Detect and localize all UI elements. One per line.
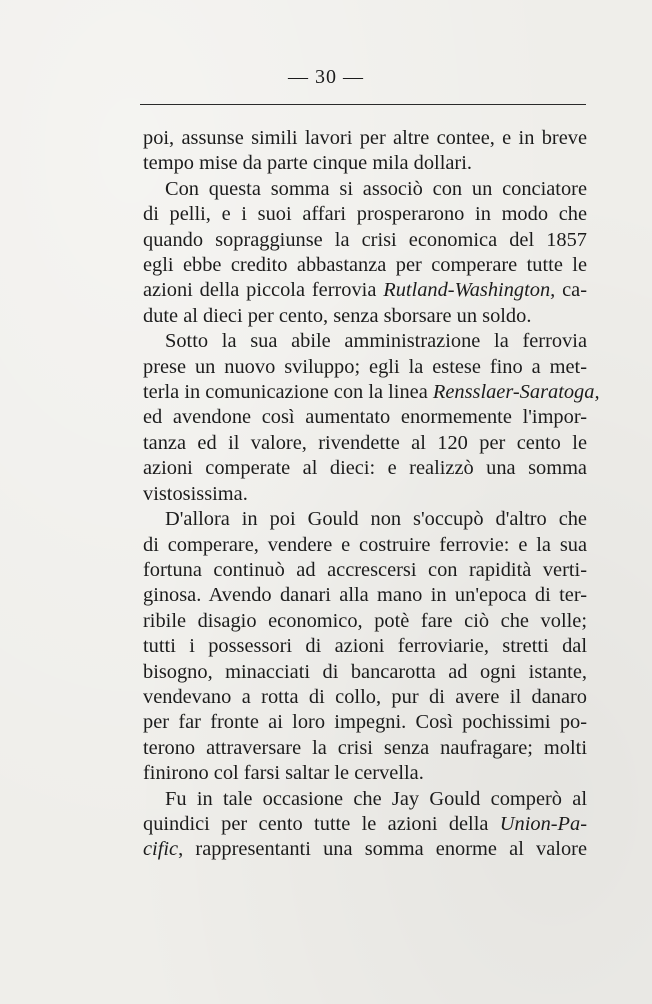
text-line: Sotto la sua abile amministrazione la ferrovia	[165, 330, 587, 353]
text-line: egli ebbe credito abbastanza per comperare tutte le	[143, 254, 587, 277]
text-line: di comperare, vendere e costruire ferrovie: e la sua	[143, 533, 587, 556]
text-line-with-italic	[143, 380, 600, 405]
paragraph-3	[143, 329, 600, 507]
page-number: — 30 —	[288, 66, 364, 88]
text-line-with-italic	[143, 812, 587, 837]
text-line: D'allora in poi Gould non s'occupò d'altro che	[165, 508, 587, 531]
text-line: fortuna continuò ad accrescersi con rapidità verti-	[143, 558, 587, 581]
text-line: terono attraversare la crisi senza naufragare; molti	[143, 736, 587, 759]
text-line: di pelli, e i suoi affari prosperarono in modo che	[143, 203, 587, 226]
paragraph-5	[143, 787, 587, 863]
paragraph-4	[143, 507, 587, 786]
text-line: ginosa. Avendo danari alla mano in un'epoca di ter-	[143, 584, 587, 607]
text-line: per far fronte ai loro impegni. Così pochissimi po-	[143, 711, 587, 734]
text-line: azioni comperate al dieci: e realizzò una somma	[143, 457, 587, 480]
text-line: poi, assunse simili lavori per altre contee, e in breve	[143, 127, 587, 149]
body-text	[143, 126, 600, 863]
text-line: Con questa somma si associò con un conciatore	[165, 177, 587, 200]
paragraph-2	[143, 177, 587, 329]
italic-railway-name: Rensslaer-Saratoga,	[432, 381, 600, 404]
text-line-with-italic	[143, 837, 587, 862]
text-line: quando sopraggiunse la crisi economica del 1857	[143, 228, 587, 251]
text-line: tempo mise da parte cinque mila dollari.	[143, 152, 472, 175]
paragraph-1	[143, 126, 587, 177]
text-line: bisogno, minacciati di bancarotta ad ogni istante,	[143, 660, 587, 683]
italic-railway-name: Union-Pa-	[499, 812, 587, 835]
header-rule	[140, 104, 586, 105]
text-line: Fu in tale occasione che Jay Gould comperò al	[165, 787, 587, 810]
text-line: prese un nuovo sviluppo; egli la estese fino a met-	[143, 355, 587, 378]
text-segment: quindici per cento tutte le azioni della	[143, 812, 500, 835]
text-segment: azioni della piccola ferrovia	[143, 279, 384, 302]
text-segment: ca-	[555, 279, 587, 302]
text-line: vistosissima.	[143, 482, 248, 505]
text-segment: terla in comunicazione con la linea	[143, 381, 433, 404]
italic-railway-name: Rutland-Washington,	[383, 279, 556, 302]
italic-railway-name: cific	[143, 838, 179, 861]
text-line: dute al dieci per cento, senza sborsare un soldo.	[143, 304, 532, 327]
text-line: ribile disagio economico, potè fare ciò che volle;	[143, 609, 587, 632]
text-line-with-italic	[143, 278, 587, 303]
text-segment: , rappresentanti una somma enorme al valore	[178, 838, 587, 861]
text-line: tanza ed il valore, rivendette al 120 per cento le	[143, 431, 587, 454]
text-line: finirono col farsi saltar le cervella.	[143, 762, 424, 785]
text-line: tutti i possessori di azioni ferroviarie, stretti dal	[143, 635, 587, 658]
text-line: ed avendone così aumentato enormemente l'impor-	[143, 406, 587, 429]
text-line: vendevano a rotta di collo, pur di avere il danaro	[143, 685, 587, 708]
